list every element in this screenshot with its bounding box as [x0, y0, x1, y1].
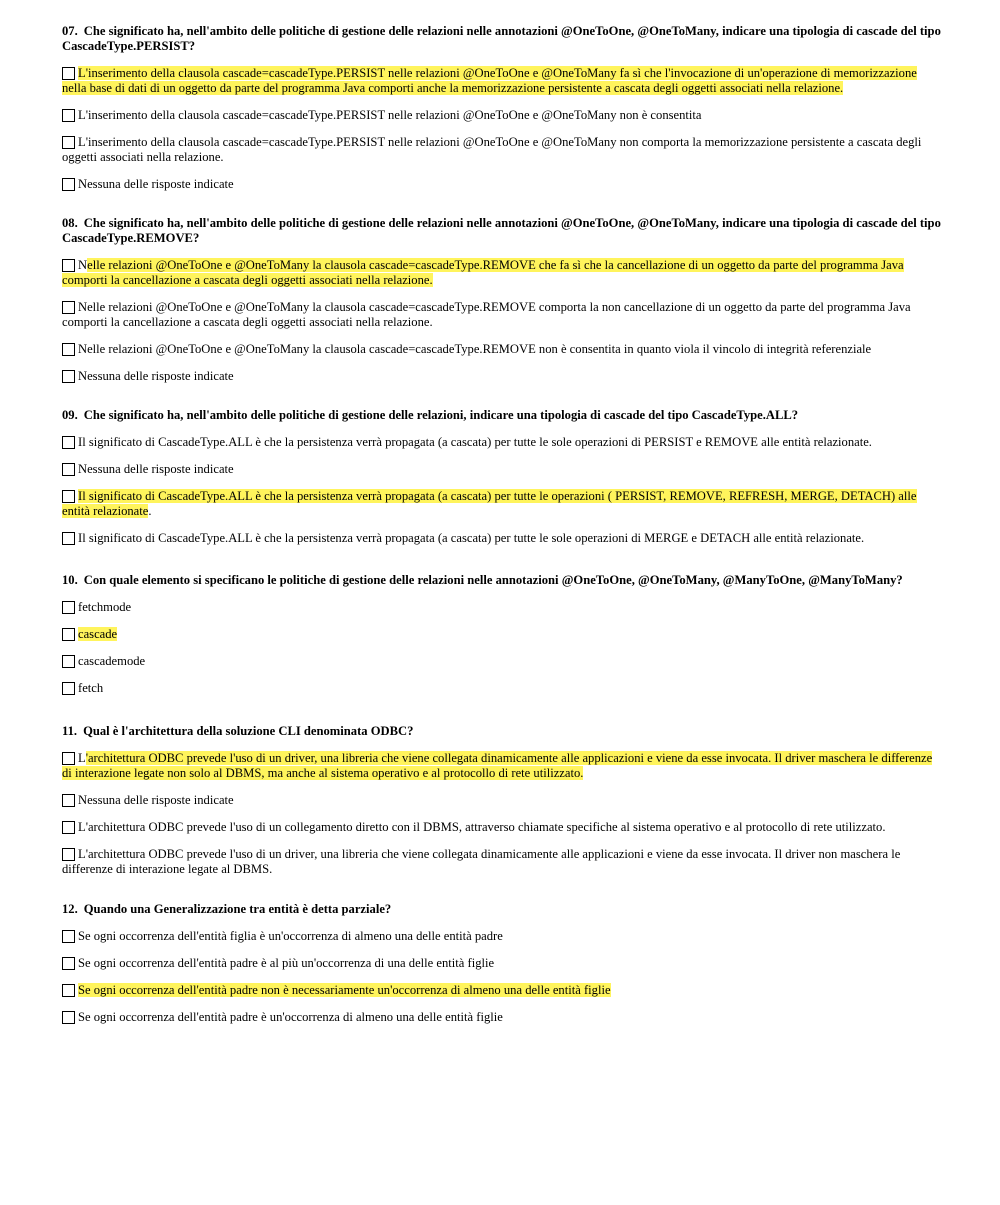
- question-number: 10.: [62, 573, 78, 587]
- answer-checkbox[interactable]: [62, 109, 75, 122]
- answer-option: [62, 983, 942, 998]
- highlighted-answer-text: elle relazioni @OneToOne e @OneToMany la clausola cascade=cascadeType.REMOVE che fa sì che la cancellazione di un oggetto da parte del programma Java comporti la cancellazione a cascata degli oggetti associati nella relazione.: [62, 258, 904, 287]
- answer-checkbox[interactable]: [62, 136, 75, 149]
- answer-checkbox[interactable]: [62, 343, 75, 356]
- question-text: Che significato ha, nell'ambito delle politiche di gestione delle relazioni nelle annotazioni @OneToOne, @OneToMany, indicare una tipologia di cascade del tipo CascadeType.REMOVE?: [62, 216, 941, 245]
- answer-option: [62, 435, 942, 450]
- answer-option: [62, 820, 942, 835]
- answer-text: L'inserimento della clausola cascade=cascadeType.PERSIST nelle relazioni @OneToOne e @OneToMany non comporta la memorizzazione persistente a cascata degli oggetti associati nella relazione.: [62, 135, 922, 164]
- answer-option: [62, 258, 942, 288]
- answer-text: Nelle relazioni @OneToOne e @OneToMany la clausola cascade=cascadeType.REMOVE non è consentita in quanto viola il vincolo di integrità referenziale: [78, 342, 872, 356]
- answer-text: Nessuna delle risposte indicate: [78, 369, 234, 383]
- answer-checkbox[interactable]: [62, 436, 75, 449]
- answer-text: Se ogni occorrenza dell'entità padre è un'occorrenza di almeno una delle entità figlie: [78, 1010, 503, 1024]
- answer-checkbox[interactable]: [62, 655, 75, 668]
- answer-text: .: [148, 504, 152, 518]
- answer-checkbox[interactable]: [62, 532, 75, 545]
- answer-text: Nessuna delle risposte indicate: [78, 793, 234, 807]
- answer-text: L'architettura ODBC prevede l'uso di un collegamento diretto con il DBMS, attraverso chiamate specifiche al sistema operativo e al protocollo di rete utilizzato.: [78, 820, 886, 834]
- answer-text: Nessuna delle risposte indicate: [78, 462, 234, 476]
- answer-text: fetchmode: [78, 600, 132, 614]
- answer-option: [62, 369, 942, 384]
- question-text: Quando una Generalizzazione tra entità è detta parziale?: [83, 902, 392, 916]
- answer-text: L'architettura ODBC prevede l'uso di un driver, una libreria che viene collegata dinamicamente alle applicazioni e viene da esse invocata. Il driver non maschera le differenze di interazione legate al DBMS.: [62, 847, 901, 876]
- answer-checkbox[interactable]: [62, 984, 75, 997]
- answer-text: Il significato di CascadeType.ALL è che la persistenza verrà propagata (a cascata) per tutte le sole operazioni di PERSIST e REMOVE alle entità relazionate.: [78, 435, 872, 449]
- answer-checkbox[interactable]: [62, 821, 75, 834]
- question-11: [62, 724, 942, 889]
- answer-checkbox[interactable]: [62, 490, 75, 503]
- answer-option: [62, 342, 942, 357]
- question-number: 09.: [62, 408, 78, 422]
- answer-checkbox[interactable]: [62, 957, 75, 970]
- answer-checkbox[interactable]: [62, 370, 75, 383]
- answer-text: Se ogni occorrenza dell'entità figlia è un'occorrenza di almeno una delle entità padre: [78, 929, 503, 943]
- highlighted-answer-text: Se ogni occorrenza dell'entità padre non è necessariamente un'occorrenza di almeno una delle entità figlie: [78, 983, 611, 997]
- question-title: [62, 724, 942, 739]
- question-text: Che significato ha, nell'ambito delle politiche di gestione delle relazioni nelle annotazioni @OneToOne, @OneToMany, indicare una tipologia di cascade del tipo CascadeType.PERSIST?: [62, 24, 941, 53]
- answer-checkbox[interactable]: [62, 601, 75, 614]
- answer-option: [62, 600, 942, 615]
- answer-option: [62, 300, 942, 330]
- highlighted-answer-text: cascade: [78, 627, 118, 641]
- answer-checkbox[interactable]: [62, 301, 75, 314]
- question-number: 08.: [62, 216, 78, 230]
- answer-option: [62, 531, 942, 546]
- answer-option: [62, 177, 942, 192]
- question-title: [62, 216, 942, 246]
- answer-checkbox[interactable]: [62, 178, 75, 191]
- highlighted-answer-text: L'inserimento della clausola cascade=cascadeType.PERSIST nelle relazioni @OneToOne e @OneToMany fa sì che l'invocazione di un'operazione di memorizzazione nella base di dati di un oggetto da parte del programma Java comporti anche la memorizzazione persistente a cascata degli oggetti associati nella relazione.: [62, 66, 917, 95]
- question-text: Qual è l'architettura della soluzione CLI denominata ODBC?: [83, 724, 414, 738]
- answer-text: Se ogni occorrenza dell'entità padre è al più un'occorrenza di una delle entità figlie: [78, 956, 495, 970]
- answer-option: [62, 956, 942, 971]
- answer-option: [62, 462, 942, 477]
- answer-checkbox[interactable]: [62, 463, 75, 476]
- answer-checkbox[interactable]: [62, 628, 75, 641]
- answer-text: cascademode: [78, 654, 146, 668]
- answer-checkbox[interactable]: [62, 848, 75, 861]
- answer-option: [62, 847, 942, 877]
- question-title: [62, 573, 942, 588]
- answer-option: [62, 66, 942, 96]
- answer-option: [62, 654, 942, 669]
- question-text: Che significato ha, nell'ambito delle politiche di gestione delle relazioni, indicare una tipologia di cascade del tipo CascadeType.ALL?: [83, 408, 799, 422]
- question-09: [62, 408, 942, 558]
- answer-checkbox[interactable]: [62, 794, 75, 807]
- question-number: 12.: [62, 902, 78, 916]
- question-number: 11.: [62, 724, 78, 738]
- answer-checkbox[interactable]: [62, 259, 75, 272]
- answer-option: [62, 1010, 942, 1025]
- answer-option: [62, 627, 942, 642]
- question-title: [62, 902, 942, 917]
- highlighted-answer-text: 'architettura ODBC prevede l'uso di un driver, una libreria che viene collegata dinamicamente alle applicazioni e viene da esse invocata. Il driver maschera le differenze di interazione legate non solo al DBMS, ma anche al sistema operativo e al protocollo di rete utilizzato.: [62, 751, 933, 780]
- question-07: [62, 24, 942, 204]
- question-10: [62, 573, 942, 708]
- highlighted-answer-text: Il significato di CascadeType.ALL è che la persistenza verrà propagata (a cascata) per tutte le operazioni ( PERSIST, REMOVE, REFRESH, MERGE, DETACH) alle entità relazionate: [62, 489, 917, 518]
- answer-option: [62, 489, 942, 519]
- answer-checkbox[interactable]: [62, 1011, 75, 1024]
- answer-text: N: [78, 258, 88, 272]
- question-title: [62, 408, 942, 423]
- answer-checkbox[interactable]: [62, 67, 75, 80]
- answer-option: [62, 108, 942, 123]
- answer-text: Nessuna delle risposte indicate: [78, 177, 234, 191]
- answer-option: [62, 751, 942, 781]
- question-title: [62, 24, 942, 54]
- answer-text: fetch: [78, 681, 104, 695]
- answer-text: L'inserimento della clausola cascade=cascadeType.PERSIST nelle relazioni @OneToOne e @OneToMany non è consentita: [78, 108, 702, 122]
- question-12: [62, 902, 942, 1037]
- answer-checkbox[interactable]: [62, 930, 75, 943]
- question-08: [62, 216, 942, 396]
- answer-text: Nelle relazioni @OneToOne e @OneToMany la clausola cascade=cascadeType.REMOVE comporta la non cancellazione di un oggetto da parte del programma Java comporti la cancellazione a cascata degli oggetti associati nella relazione.: [62, 300, 911, 329]
- answer-option: [62, 793, 942, 808]
- answer-option: [62, 681, 942, 696]
- answer-checkbox[interactable]: [62, 752, 75, 765]
- question-number: 07.: [62, 24, 78, 38]
- answer-checkbox[interactable]: [62, 682, 75, 695]
- answer-option: [62, 135, 942, 165]
- question-text: Con quale elemento si specificano le politiche di gestione delle relazioni nelle annotazioni @OneToOne, @OneToMany, @ManyToOne, @ManyToMany?: [83, 573, 903, 587]
- answer-option: [62, 929, 942, 944]
- answer-text: L: [78, 751, 86, 765]
- answer-text: Il significato di CascadeType.ALL è che la persistenza verrà propagata (a cascata) per tutte le sole operazioni di MERGE e DETACH alle entità relazionate.: [78, 531, 865, 545]
